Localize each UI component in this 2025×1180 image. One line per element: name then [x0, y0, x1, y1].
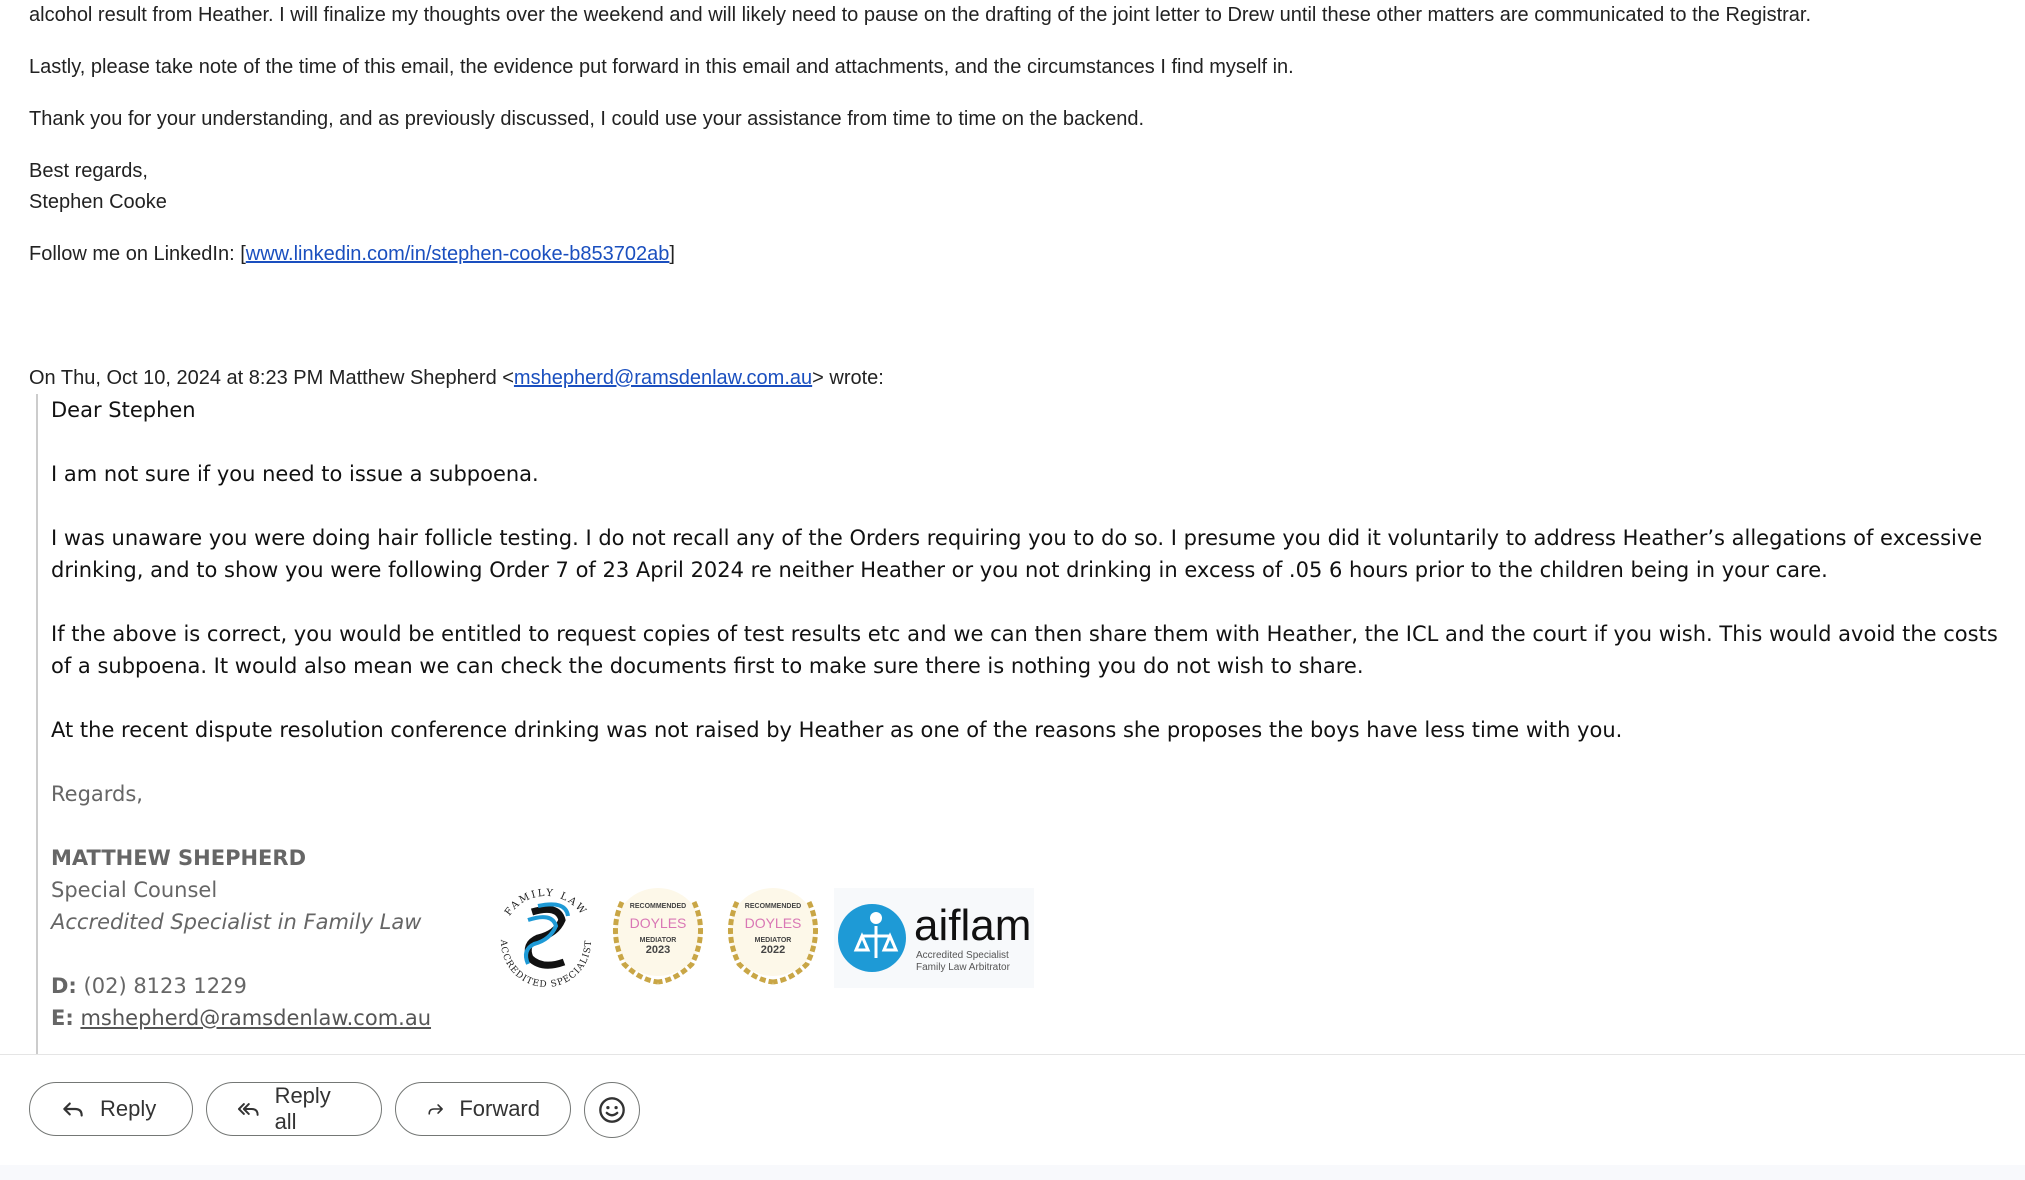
doyles-recommended: RECOMMENDED — [744, 903, 802, 910]
email-label: E: — [51, 1006, 74, 1030]
aiflam-logo — [834, 888, 1034, 988]
reply-all-button[interactable] — [206, 1082, 382, 1136]
doyles-2023-badge — [606, 882, 711, 992]
reply-label: Reply — [100, 1096, 157, 1121]
quoted-greeting: Dear Stephen — [51, 398, 196, 422]
quoted-regards: Regards, — [51, 782, 143, 806]
doyles-brand: DOYLES — [629, 915, 687, 931]
quoted-paragraph: At the recent dispute resolution conference drinking was not raised by Heather as one of the reasons she proposes the boys have less time with you. — [51, 718, 1623, 742]
signature-name: MATTHEW SHEPHERD — [51, 846, 307, 870]
seal-top-text: FAMILY LAW — [502, 887, 589, 919]
emoji-reaction-button[interactable] — [584, 1082, 640, 1138]
quoted-paragraph: I was unaware you were doing hair follicle testing. I do not recall any of the Orders requiring you to do so. I presume you did it voluntarily to address Heather’s allegations of excessive drinking, and to show you were following Order 7 of 23 April 2024 re neither Heather or you not drinking in excess of .05 6 hours prior to the children being in your care. — [51, 526, 1983, 582]
phone-number: (02) 8123 1229 — [83, 974, 247, 998]
forward-label: Forward — [459, 1096, 540, 1121]
doyles-year: 2023 — [645, 944, 671, 956]
signature-title: Special Counsel — [51, 878, 218, 902]
linkedin-suffix: ] — [669, 243, 675, 265]
doyles-role: MEDIATOR — [754, 937, 792, 944]
smiley-icon — [598, 1096, 626, 1124]
signature-badges — [456, 882, 1056, 997]
quoted-paragraph: If the above is correct, you would be entitled to request copies of test results etc and we can then share them with Heather, the ICL and the court if you wish. This would avoid the costs of a subpoena. It would also mean we can check the documents first to make sure there is nothing you do not wish to share. — [51, 622, 1998, 678]
body-line: Thank you for your understanding, and as previously discussed, I could use your assistance from time to time on the backend. — [29, 108, 1145, 130]
seal-bottom-text: ACCREDITED SPECIALIST — [497, 939, 595, 991]
signature-email-link[interactable]: mshepherd@ramsdenlaw.com.au — [80, 1006, 432, 1030]
phone-label: D: — [51, 974, 77, 998]
attribution-text: On Thu, Oct 10, 2024 at 8:23 PM Matthew Shepherd < — [29, 367, 514, 389]
doyles-brand: DOYLES — [744, 915, 802, 931]
signature-email — [51, 1002, 2021, 1034]
doyles-role: MEDIATOR — [639, 937, 677, 944]
reply-all-icon — [237, 1096, 261, 1122]
reply-all-label: Reply all — [274, 1083, 331, 1134]
aiflam-line2: Family Law Arbitrator — [916, 962, 1010, 973]
signature-accreditation: Accredited Specialist in Family Law — [51, 910, 422, 934]
body-line: alcohol result from Heather. I will finalize my thoughts over the weekend and will likely need to pause on the drafting of the joint letter to Drew until these other matters are communicated to the Registrar. — [29, 4, 1812, 26]
attribution-email-link[interactable]: mshepherd@ramsdenlaw.com.au — [513, 367, 813, 389]
quoted-paragraph: I am not sure if you need to issue a subpoena. — [51, 462, 539, 486]
footer-strip — [0, 1165, 2025, 1180]
forward-button[interactable] — [395, 1082, 571, 1136]
quote-attribution — [29, 363, 884, 394]
attribution-suffix: > wrote: — [812, 367, 884, 389]
email-body — [29, 0, 1989, 270]
doyles-2022-badge — [721, 882, 826, 992]
linkedin-link[interactable]: www.linkedin.com/in/stephen-cooke-b853702ab — [245, 243, 670, 265]
divider — [0, 1054, 2025, 1055]
forward-icon — [426, 1096, 445, 1122]
doyles-year: 2022 — [760, 944, 786, 956]
linkedin-prefix: Follow me on LinkedIn: [ — [29, 243, 246, 265]
aiflam-line1: Accredited Specialist — [916, 950, 1009, 961]
reply-button[interactable] — [29, 1082, 193, 1136]
reply-icon — [60, 1096, 86, 1122]
sender-name: Stephen Cooke — [29, 191, 167, 213]
linkedin-line — [29, 239, 1989, 270]
family-law-specialist-logo — [491, 882, 601, 997]
body-line: Lastly, please take note of the time of this email, the evidence put forward in this email and attachments, and the circumstances I find myself in. — [29, 56, 1294, 78]
quoted-message — [36, 394, 2023, 1054]
closing: Best regards, — [29, 160, 148, 182]
doyles-recommended: RECOMMENDED — [629, 903, 687, 910]
aiflam-brand: aiflam — [914, 901, 1032, 950]
